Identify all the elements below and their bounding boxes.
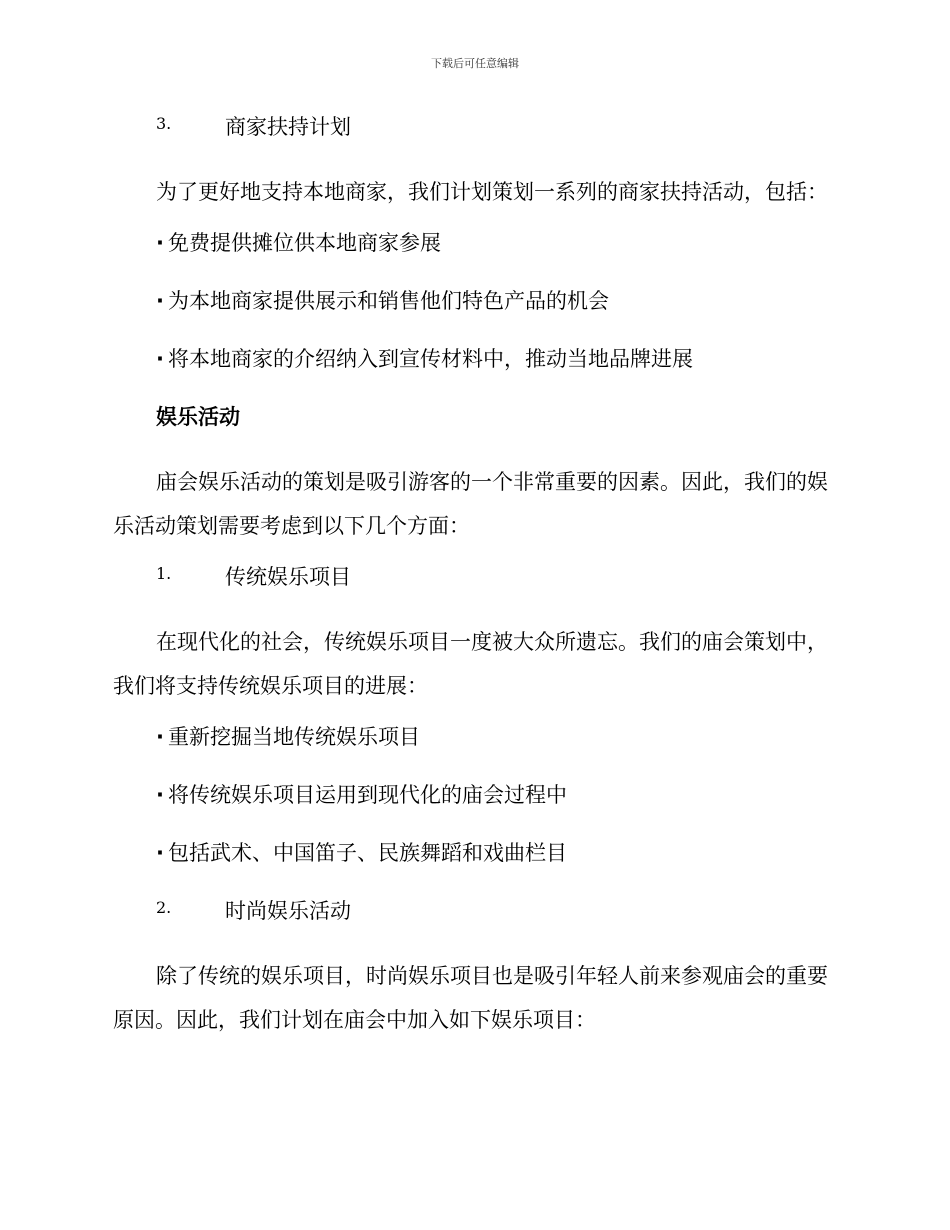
page-header-note: 下载后可任意编辑 [431,57,519,70]
heading-number: 2. [156,898,172,917]
paragraph-traditional: 在现代化的社会，传统娱乐项目一度被大众所遗忘。我们的庙会策划中，我们将支持传统娱乐项目的进展： [113,630,828,698]
list-item-text: 将本地商家的介绍纳入到宣传材料中，推动当地品牌进展 [168,347,693,371]
list-item [113,286,833,316]
list-item [113,344,833,374]
section-heading-entertainment: 娱乐活动 [156,405,240,429]
numbered-heading-3 [113,112,833,142]
list-item-text: 免费提供摊位供本地商家参展 [168,231,441,255]
bullet-icon: · [156,783,164,807]
heading-title: 商家扶持计划 [225,115,351,139]
heading-number: 3. [156,114,172,133]
numbered-heading-1 [113,562,833,592]
document-body [113,112,833,1056]
list-item [113,228,833,258]
heading-title: 传统娱乐项目 [225,565,351,589]
bullet-icon: · [156,231,164,255]
heading-title: 时尚娱乐活动 [225,899,351,923]
bullet-icon: · [156,347,164,371]
bullet-icon: · [156,841,164,865]
paragraph-fashion: 除了传统的娱乐项目，时尚娱乐项目也是吸引年轻人前来参观庙会的重要原因。因此，我们计划在庙会中加入如下娱乐项目： [113,964,828,1032]
numbered-heading-2 [113,896,833,926]
bullet-icon: · [156,725,164,749]
list-item-text: 包括武术、中国笛子、民族舞蹈和戏曲栏目 [168,841,567,865]
list-item [113,838,833,868]
heading-number: 1. [156,564,172,583]
paragraph-merchant-support: 为了更好地支持本地商家，我们计划策划一系列的商家扶持活动，包括： [156,180,828,204]
list-item [113,780,833,810]
list-item-text: 将传统娱乐项目运用到现代化的庙会过程中 [168,783,567,807]
bullet-icon: · [156,289,164,313]
list-item-text: 为本地商家提供展示和销售他们特色产品的机会 [168,289,609,313]
list-item-text: 重新挖掘当地传统娱乐项目 [168,725,420,749]
list-item [113,722,833,752]
paragraph-entertainment-intro: 庙会娱乐活动的策划是吸引游客的一个非常重要的因素。因此，我们的娱乐活动策划需要考虑到以下几个方面： [113,470,828,538]
